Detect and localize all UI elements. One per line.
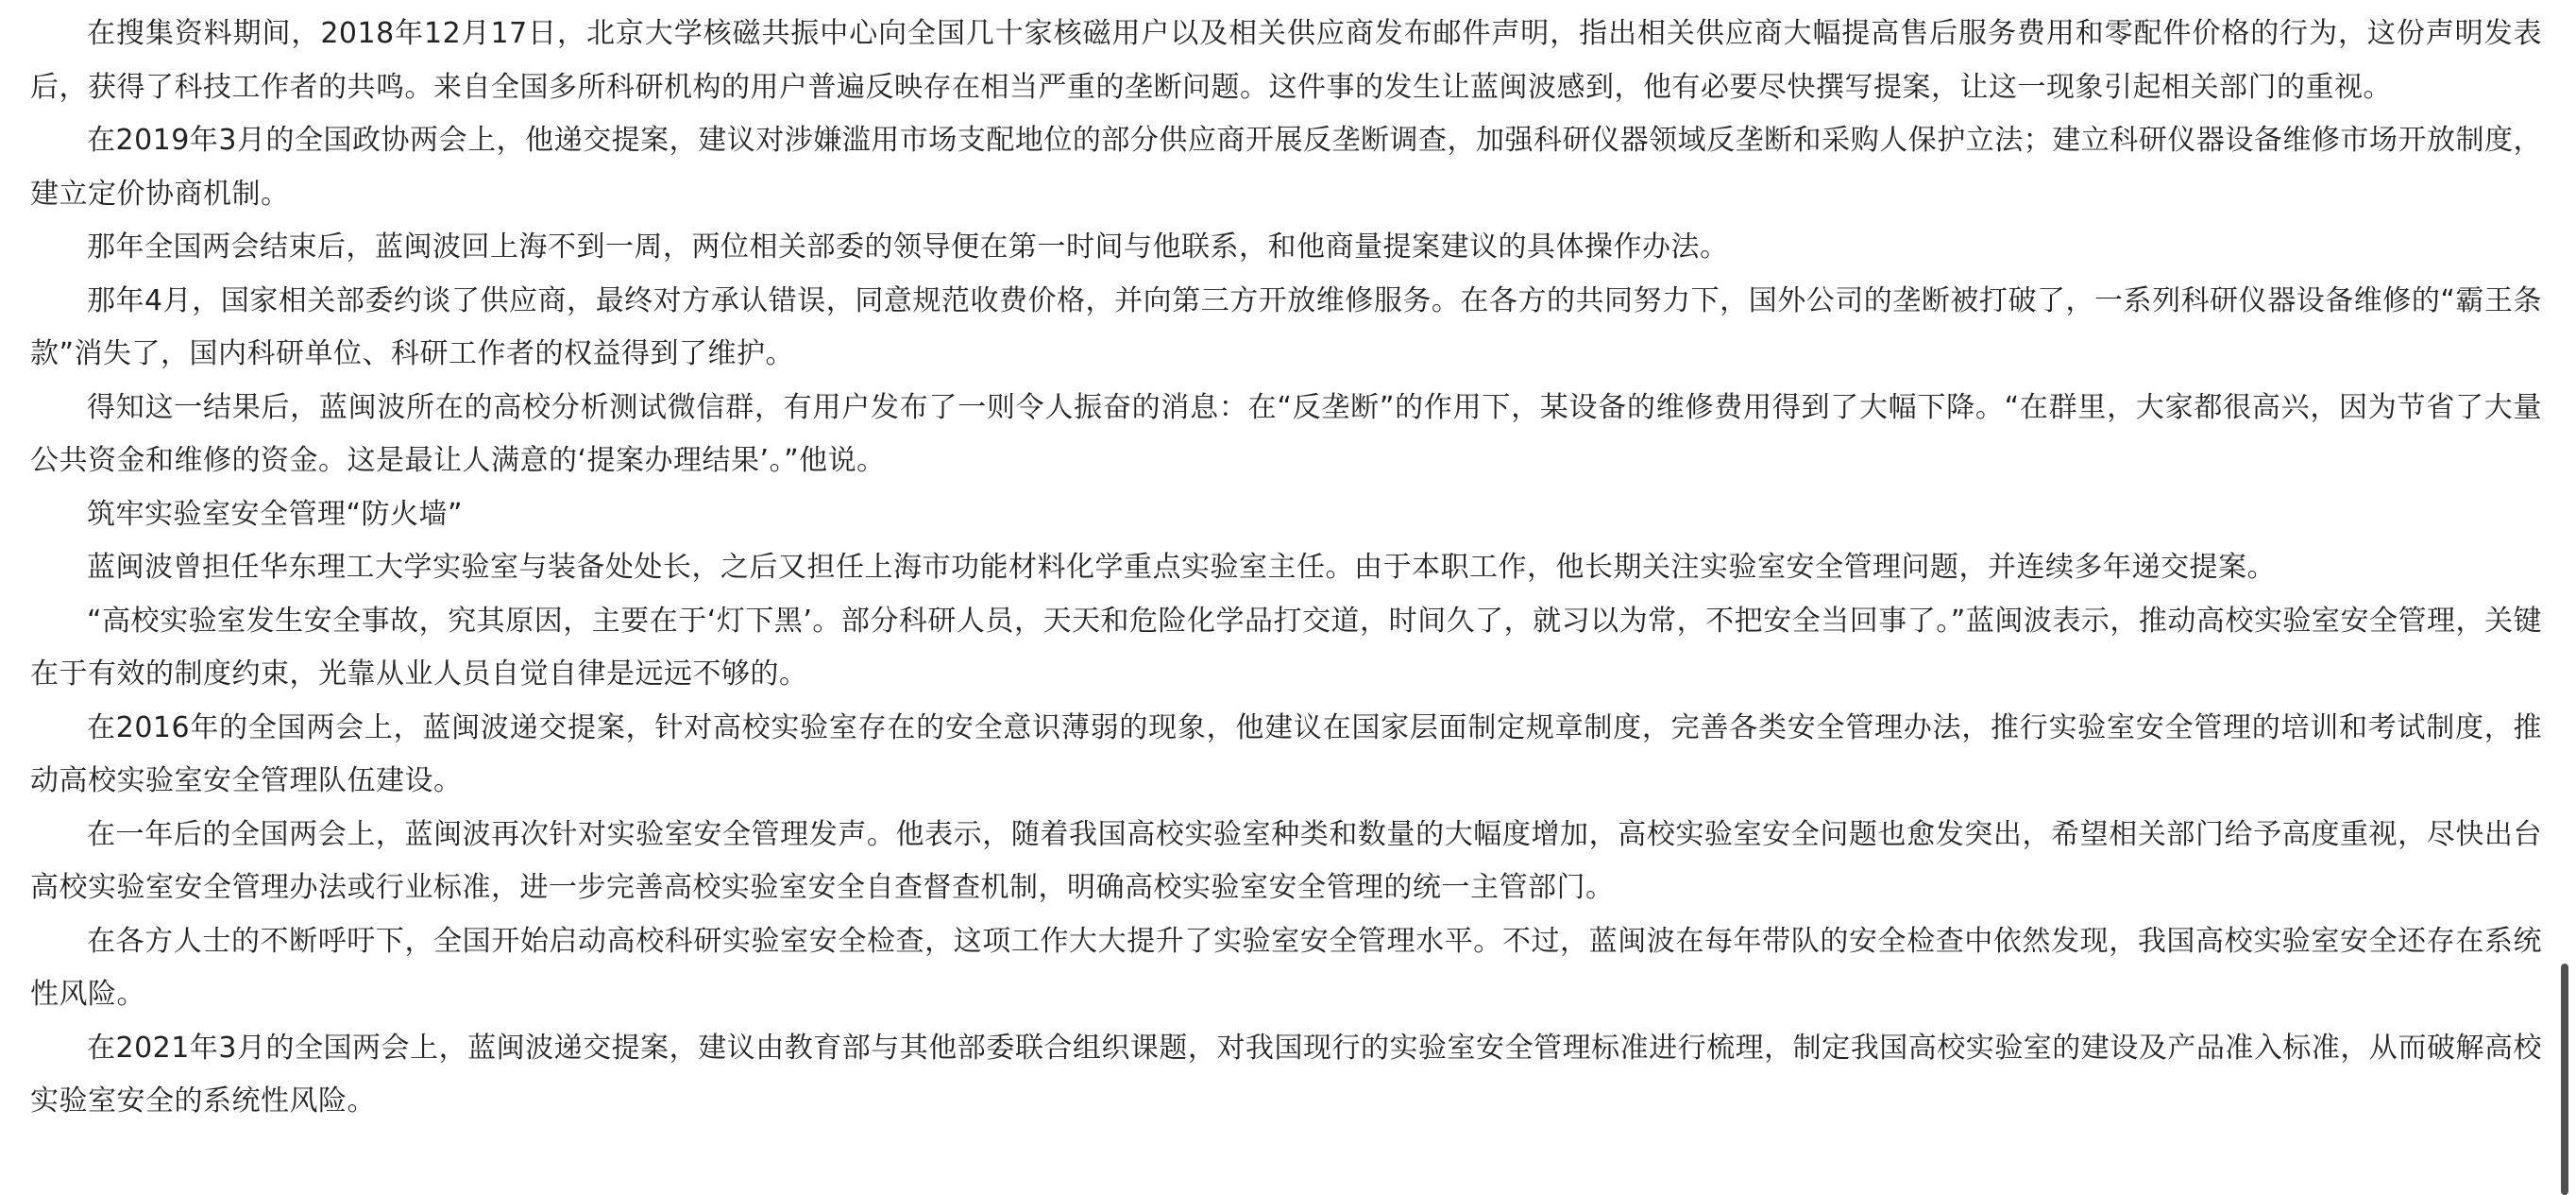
paragraph-8: “高校实验室发生安全事故，究其原因，主要在于‘灯下黑’。部分科研人员，天天和危险化学品打交道，时间久了，就习以为常，不把安全当回事了。”蓝闽波表示，推动高校实验室安全管理，关键在于有效的制度约束，光靠从业人员自觉自律是远远不够的。 bbox=[30, 604, 2542, 691]
article-body bbox=[30, 8, 2542, 1129]
paragraph-11: 在各方人士的不断呼吁下，全国开始启动高校科研实验室安全检查，这项工作大大提升了实验室安全管理水平。不过，蓝闽波在每年带队的安全检查中依然发现，我国高校实验室安全还存在系统性风险。 bbox=[30, 924, 2542, 1011]
vertical-scrollbar[interactable] bbox=[2559, 0, 2572, 1195]
section-heading: 筑牢实验室安全管理“防火墙” bbox=[87, 497, 464, 531]
paragraph-4: 那年4月，国家相关部委约谈了供应商，最终对方承认错误，同意规范收费价格，并向第三方开放维修服务。在各方的共同努力下，国外公司的垄断被打破了，一系列科研仪器设备维修的“霸王条款”消失了，国内科研单位、科研工作者的权益得到了维护。 bbox=[30, 283, 2542, 370]
paragraph-10: 在一年后的全国两会上，蓝闽波再次针对实验室安全管理发声。他表示，随着我国高校实验室种类和数量的大幅度增加，高校实验室安全问题也愈发突出，希望相关部门给予高度重视，尽快出台高校实验室安全管理办法或行业标准，进一步完善高校实验室安全自查督查机制，明确高校实验室安全管理的统一主管部门。 bbox=[30, 817, 2542, 904]
paragraph-12: 在2021年3月的全国两会上，蓝闽波递交提案，建议由教育部与其他部委联合组织课题，对我国现行的实验室安全管理标准进行梳理，制定我国高校实验室的建设及产品准入标准，从而破解高校实验室安全的系统性风险。 bbox=[30, 1031, 2542, 1118]
paragraph-5: 得知这一结果后，蓝闽波所在的高校分析测试微信群，有用户发布了一则令人振奋的消息：在“反垄断”的作用下，某设备的维修费用得到了大幅下降。“在群里，大家都很高兴，因为节省了大量公共资金和维修的资金。这是最让人满意的‘提案办理结果’。”他说。 bbox=[30, 390, 2542, 477]
paragraph-2: 在2019年3月的全国政协两会上，他递交提案，建议对涉嫌滥用市场支配地位的部分供应商开展反垄断调查，加强科研仪器领域反垄断和采购人保护立法；建立科研仪器设备维修市场开放制度，建立定价协商机制。 bbox=[30, 124, 2542, 211]
paragraph-9: 在2016年的全国两会上，蓝闽波递交提案，针对高校实验室存在的安全意识薄弱的现象，他建议在国家层面制定规章制度，完善各类安全管理办法，推行实验室安全管理的培训和考试制度，推动高校实验室安全管理队伍建设。 bbox=[30, 710, 2542, 797]
scrollbar-thumb[interactable] bbox=[2561, 964, 2568, 1195]
paragraph-1: 在搜集资料期间，2018年12月17日，北京大学核磁共振中心向全国几十家核磁用户以及相关供应商发布邮件声明，指出相关供应商大幅提高售后服务费用和零配件价格的行为，这份声明发表后，获得了科技工作者的共鸣。来自全国多所科研机构的用户普遍反映存在相当严重的垄断问题。这件事的发生让蓝闽波感到，他有必要尽快撰写提案，让这一现象引起相关部门的重视。 bbox=[30, 17, 2542, 104]
paragraph-7: 蓝闽波曾担任华东理工大学实验室与装备处处长，之后又担任上海市功能材料化学重点实验室主任。由于本职工作，他长期关注实验室安全管理问题，并连续多年递交提案。 bbox=[87, 551, 2276, 584]
paragraph-3: 那年全国两会结束后，蓝闽波回上海不到一周，两位相关部委的领导便在第一时间与他联系，和他商量提案建议的具体操作办法。 bbox=[87, 230, 1729, 264]
